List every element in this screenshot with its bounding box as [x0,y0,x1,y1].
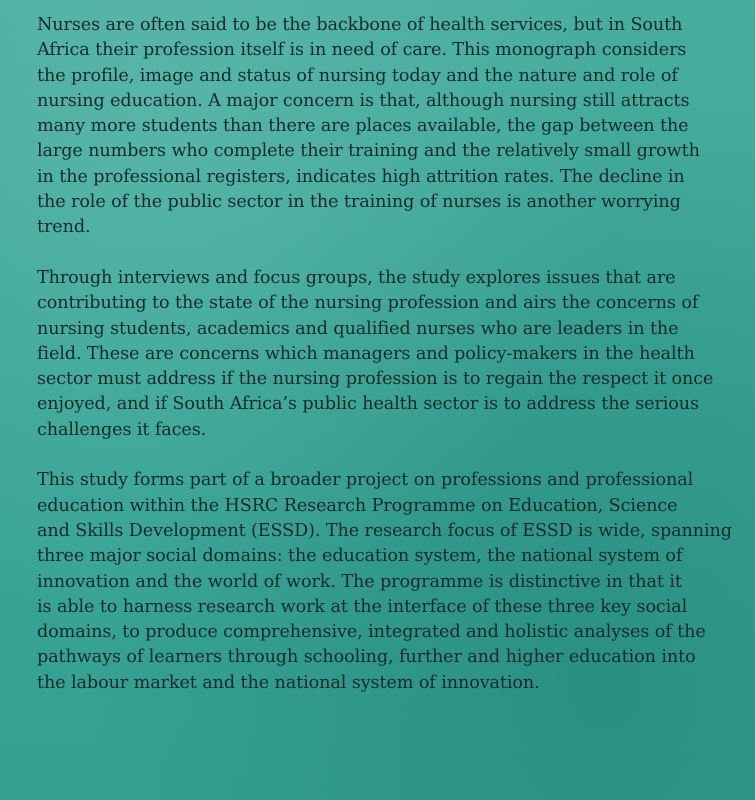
text-line: in the professional registers, indicates high attrition rates. The decline in [37,166,685,187]
text-line: innovation and the world of work. The programme is distinctive in that it [37,571,682,592]
text-line: field. These are concerns which managers and policy-makers in the health [37,343,695,364]
text-line: sector must address if the nursing profession is to regain the respect it once [37,369,714,390]
text-line: pathways of learners through schooling, further and higher education into [37,647,696,668]
text-line: education within the HSRC Research Programme on Education, Science [37,495,678,516]
text-line: challenges it faces. [37,419,207,440]
text-line: and Skills Development (ESSD). The research focus of ESSD is wide, spanning [37,520,732,541]
text-line: the profile, image and status of nursing today and the nature and role of [37,65,678,86]
text-line: domains, to produce comprehensive, integrated and holistic analyses of the [37,622,706,643]
text-line: contributing to the state of the nursing profession and airs the concerns of [37,293,699,314]
paragraph-1 [37,13,742,241]
paragraph-2 [37,266,742,443]
text-line: trend. [37,217,91,238]
text-line: Nurses are often said to be the backbone of health services, but in South [37,15,683,35]
back-cover-text [37,13,742,696]
text-line: many more students than there are places available, the gap between the [37,116,689,137]
text-line: Africa their profession itself is in need of care. This monograph considers [37,40,687,61]
paragraph-3 [37,468,742,696]
text-line: This study forms part of a broader project on professions and professional [37,470,694,491]
text-line: large numbers who complete their training and the relatively small growth [37,141,700,162]
text-line: enjoyed, and if South Africa’s public health sector is to address the serious [37,394,699,415]
text-line: Through interviews and focus groups, the study explores issues that are [37,267,676,288]
text-line: nursing education. A major concern is that, although nursing still attracts [37,90,690,111]
text-line: three major social domains: the education system, the national system of [37,546,683,567]
text-line: is able to harness research work at the interface of these three key social [37,596,688,617]
text-line: the role of the public sector in the training of nurses is another worrying [37,192,681,213]
text-line: the labour market and the national system of innovation. [37,672,540,693]
text-line: nursing students, academics and qualified nurses who are leaders in the [37,318,679,339]
